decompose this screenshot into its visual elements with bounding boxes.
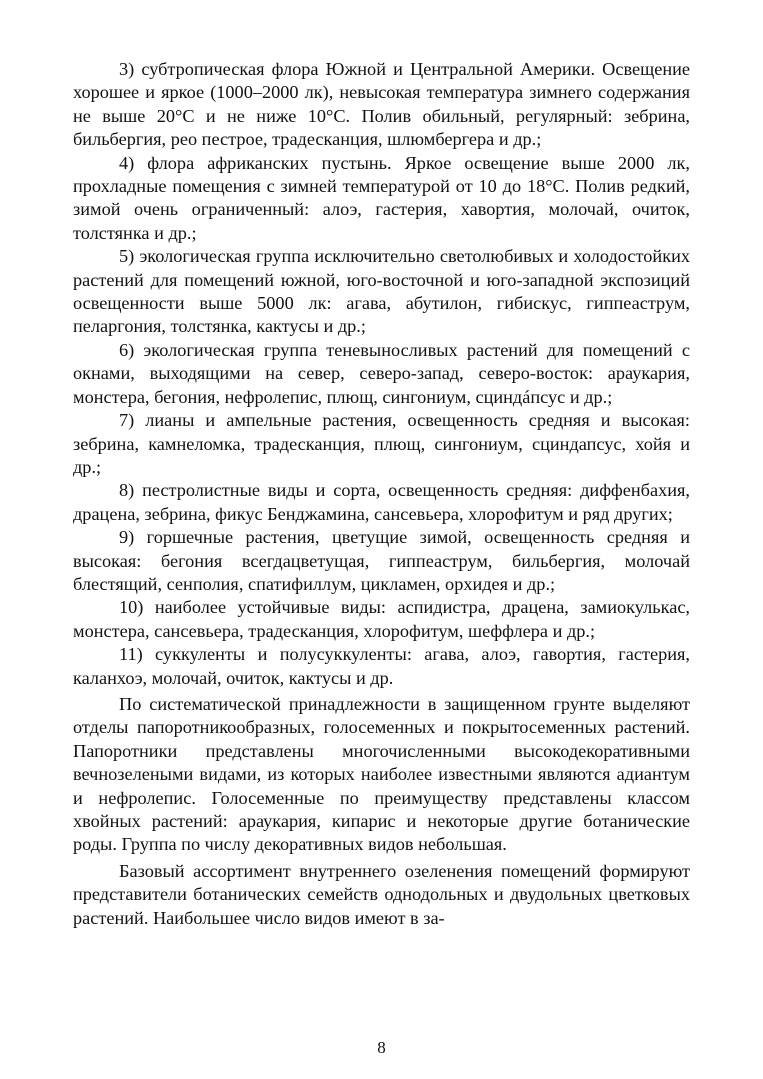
paragraph-item-4: 4) флора африканских пустынь. Яркое освещение выше 2000 лк, прохладные помещения с зимней температурой от 10 до 18°С. Полив редкий, зимой очень ограниченный: алоэ, гастерия, хавортия, молочай, очиток, толстянка и др.; — [73, 152, 690, 243]
paragraph-systematics: По систематической принадлежности в защищенном грунте выделяют отделы папоротникообразных, голосеменных и покрытосеменных растений. Папоротники представлены многочисленными высокодекоративными вечнозелеными видами, из которых наиболее известными являются адиантум и нефролепис. Голосеменные по преимуществу представлены классом хвойных растений: араукария, кипарис и некоторые другие ботанические роды. Группа по числу декоративных видов небольшая. — [73, 693, 690, 855]
page-number: 8 — [377, 1038, 386, 1057]
paragraph-item-8: 8) пестролистные виды и сорта, освещенность средняя: диффенбахия, драцена, зебрина, фикус Бенджамина, сансевьера, хлорофитум и ряд других; — [73, 480, 690, 524]
paragraph-item-10: 10) наиболее устойчивые виды: аспидистра, драцена, замиокулькас, монстера, сансевьера, традесканция, хлорофитум, шеффлера и др.; — [73, 597, 690, 641]
paragraph-item-9: 9) горшечные растения, цветущие зимой, освещенность средняя и высокая: бегония всегдацветущая, гиппеаструм, бильбергия, молочай блестящий, сенполия, спатифиллум, цикламен, орхидея и др.; — [73, 527, 690, 594]
paragraph-item-5: 5) экологическая группа исключительно светолюбивых и холодостойких растений для помещений южной, юго-восточной и юго-западной экспозиций освещенности выше 5000 лк: агава, абутилон, гибискус, гиппеаструм, пеларгония, толстянка, кактусы и др.; — [73, 246, 690, 337]
paragraph-item-3: 3) субтропическая флора Южной и Центральной Америки. Освещение хорошее и яркое (1000–2000 лк), невысокая температура зимнего содержания не выше 20°С и не ниже 10°С. Полив обильный, регулярный: зебрина, бильбергия, рео пестрое, традесканция, шлюмбергера и др.; — [73, 59, 690, 150]
paragraph-item-7: 7) лианы и ампельные растения, освещенность средняя и высокая: зебрина, камнеломка, традесканция, плющ, сингониум, сциндапсус, хойя и др.; — [73, 410, 690, 477]
paragraph-base-assortment: Базовый ассортимент внутреннего озеленения помещений формируют представители ботанических семейств однодольных и двудольных цветковых растений. Наибольшее число видов имеют в за- — [73, 860, 690, 928]
page-body — [73, 58, 690, 930]
paragraph-item-6: 6) экологическая группа теневыносливых растений для помещений с окнами, выходящими на север, северо-запад, северо-восток: араукария, монстера, бегония, нефролепис, плющ, сингониум, сциндáпсус и др.; — [73, 339, 690, 407]
paragraph-item-11: 11) суккуленты и полусуккуленты: агава, алоэ, гавортия, гастерия, каланхоэ, молочай, очиток, кактусы и др. — [73, 644, 690, 688]
